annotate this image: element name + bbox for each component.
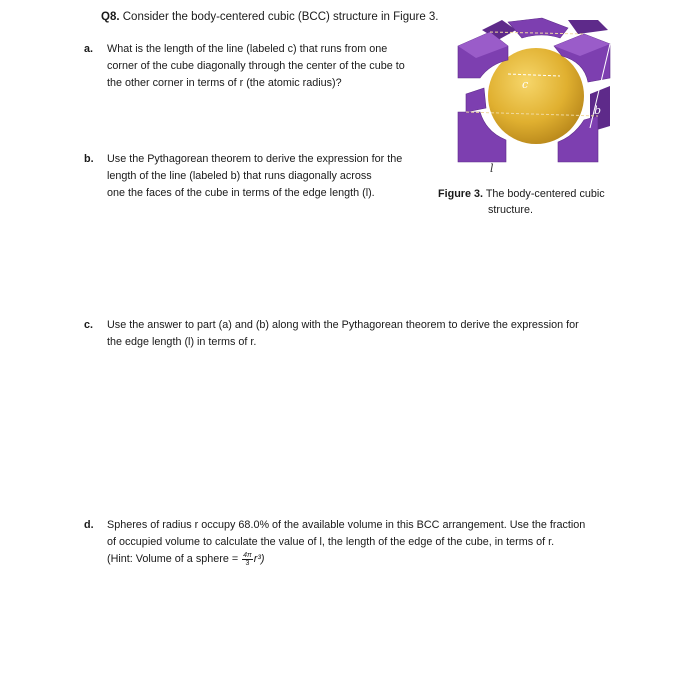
hint-fraction-denominator: 3 [245, 559, 250, 567]
part-c-text [107, 317, 579, 351]
corner-piece-top-center [508, 18, 568, 38]
center-sphere [488, 48, 584, 144]
hint-suffix: r³) [253, 553, 265, 565]
part-b-text [107, 151, 402, 202]
hint-fraction [242, 552, 253, 567]
corner-piece-top-right-back [568, 20, 608, 34]
figure-label: Figure 3. [438, 188, 483, 200]
part-a-text [107, 41, 405, 92]
part-b-line-1: Use the Pythagorean theorem to derive the expression for the [107, 153, 403, 165]
part-a-line-3: the other corner in terms of r (the atomic radius)? [107, 77, 342, 89]
part-d-text [107, 517, 585, 568]
figure-caption-line-2: structure. [488, 204, 534, 216]
label-l: l [490, 162, 494, 174]
corner-piece-bottom-left-back [466, 88, 486, 112]
part-d-letter: d. [84, 519, 94, 531]
part-b-letter: b. [84, 153, 94, 165]
part-c-line-2: the edge length (l) in terms of r. [107, 336, 257, 348]
bcc-cube-figure [450, 16, 615, 174]
question-text: Consider the body-centered cubic (BCC) structure in Figure 3. [122, 11, 439, 23]
part-d-hint [107, 551, 585, 568]
part-c-letter: c. [84, 319, 94, 331]
figure-caption-line-1: The body-centered cubic [485, 188, 605, 200]
part-b-line-2: length of the line (labeled b) that runs diagonally across [107, 170, 372, 182]
part-d-line-1: Spheres of radius r occupy 68.0% of the available volume in this BCC arrangement. Use the fraction [107, 519, 586, 531]
part-a-line-1: What is the length of the line (labeled c) that runs from one [107, 43, 388, 55]
part-a-letter: a. [84, 43, 94, 55]
label-b: b [594, 104, 602, 117]
hint-prefix: (Hint: Volume of a sphere = [107, 553, 242, 565]
part-c-line-1: Use the answer to part (a) and (b) along with the Pythagorean theorem to derive the expression for [107, 319, 579, 331]
question-title [101, 11, 439, 23]
part-a-line-2: corner of the cube diagonally through the center of the cube to [107, 60, 405, 72]
hint-fraction-numerator: 4π [243, 551, 252, 559]
figure-caption [438, 186, 638, 218]
part-d-line-2: of occupied volume to calculate the value of l, the length of the edge of the cube, in terms of r. [107, 536, 555, 548]
question-number: Q8. [101, 11, 120, 23]
part-b-line-3: one the faces of the cube in terms of the edge length (l). [107, 187, 375, 199]
label-c: c [522, 78, 529, 91]
